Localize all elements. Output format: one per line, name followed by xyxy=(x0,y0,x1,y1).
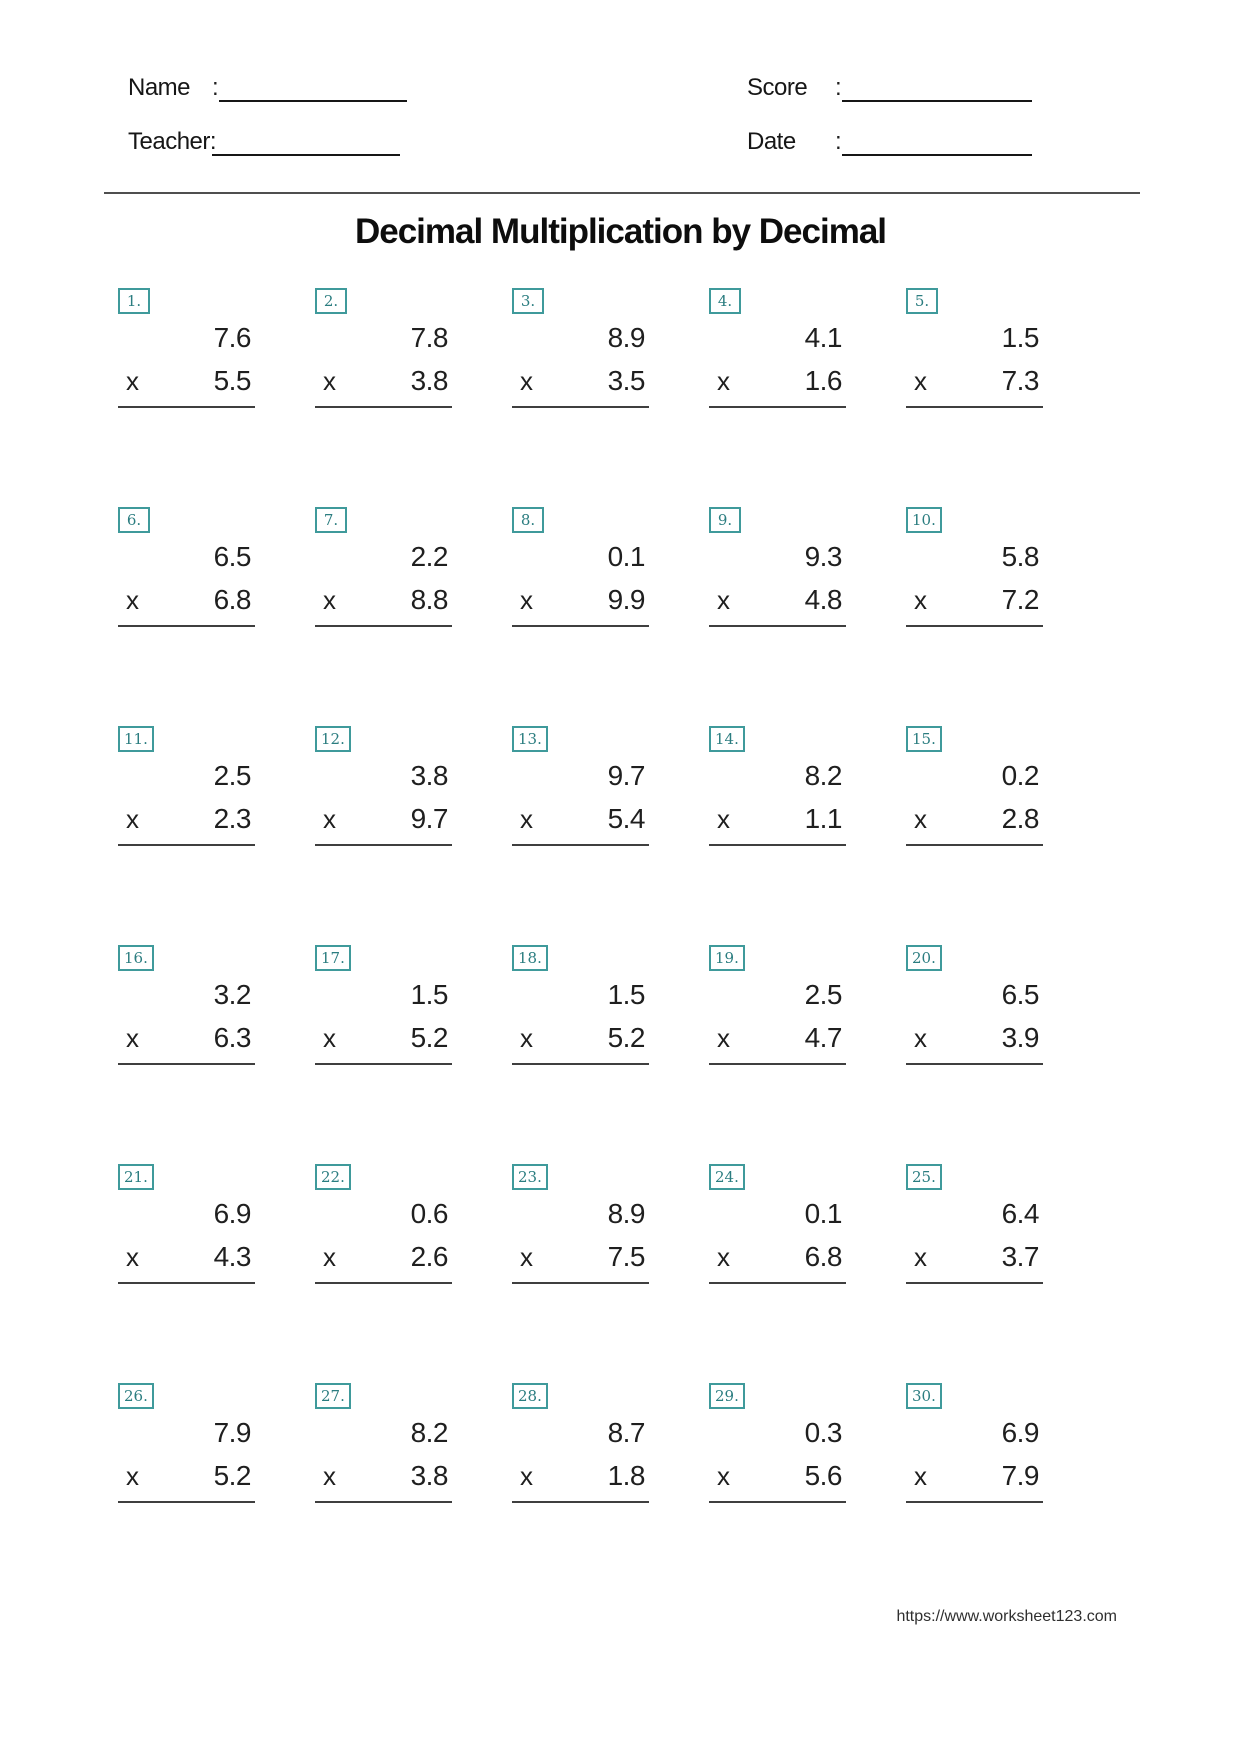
answer-line xyxy=(315,844,452,846)
header-divider xyxy=(104,192,1140,194)
problem-25 xyxy=(906,1164,1043,1290)
multiply-operator: x xyxy=(717,366,730,396)
problem-number-badge: 5. xyxy=(906,288,938,314)
problem-number-badge: 15. xyxy=(906,726,942,752)
problem-18 xyxy=(512,945,649,1071)
name-row xyxy=(128,72,407,102)
answer-line xyxy=(118,1282,255,1284)
answer-line xyxy=(315,625,452,627)
multiplier-value: 3.8 xyxy=(410,365,448,396)
multiplier-value: 3.8 xyxy=(410,1460,448,1491)
multiplier-value: 2.6 xyxy=(410,1241,448,1272)
answer-line xyxy=(512,1501,649,1503)
date-label: Date xyxy=(747,128,796,155)
problem-16 xyxy=(118,945,255,1071)
multiplier-value: 9.9 xyxy=(607,584,645,615)
multiplicand-value: 1.5 xyxy=(410,979,448,1010)
problem-6 xyxy=(118,507,255,633)
multiplicand-value: 8.2 xyxy=(410,1417,448,1448)
multiplier-value: 9.7 xyxy=(410,803,448,834)
problem-number-badge: 30. xyxy=(906,1383,942,1409)
multiply-operator: x xyxy=(323,1023,336,1053)
multiply-operator: x xyxy=(520,1242,533,1272)
teacher-row xyxy=(128,126,407,156)
multiply-operator: x xyxy=(914,366,927,396)
answer-line xyxy=(709,625,846,627)
multiplier-value: 2.3 xyxy=(213,803,251,834)
multiply-operator: x xyxy=(126,1242,139,1272)
answer-line xyxy=(709,844,846,846)
problem-number-badge: 7. xyxy=(315,507,347,533)
problem-number-badge: 24. xyxy=(709,1164,745,1190)
problem-7 xyxy=(315,507,452,633)
multiply-operator: x xyxy=(126,585,139,615)
problem-number-badge: 21. xyxy=(118,1164,154,1190)
teacher-label: Teacher: xyxy=(128,128,217,155)
date-blank-line xyxy=(842,128,1032,156)
problem-number-badge: 18. xyxy=(512,945,548,971)
multiplicand-value: 0.6 xyxy=(410,1198,448,1229)
problem-13 xyxy=(512,726,649,852)
answer-line xyxy=(315,1501,452,1503)
problem-20 xyxy=(906,945,1043,1071)
multiplier-value: 5.2 xyxy=(213,1460,251,1491)
answer-line xyxy=(118,1501,255,1503)
problem-12 xyxy=(315,726,452,852)
answer-line xyxy=(906,1501,1043,1503)
problem-27 xyxy=(315,1383,452,1509)
multiplier-value: 6.8 xyxy=(804,1241,842,1272)
multiplicand-value: 6.5 xyxy=(1001,979,1039,1010)
multiplicand-value: 3.8 xyxy=(410,760,448,791)
problem-23 xyxy=(512,1164,649,1290)
multiplicand-value: 7.8 xyxy=(410,322,448,353)
problem-number-badge: 27. xyxy=(315,1383,351,1409)
multiplier-value: 1.8 xyxy=(607,1460,645,1491)
multiply-operator: x xyxy=(717,1023,730,1053)
problem-5 xyxy=(906,288,1043,414)
answer-line xyxy=(512,844,649,846)
problem-26 xyxy=(118,1383,255,1509)
name-blank-line xyxy=(219,74,407,102)
problem-number-badge: 9. xyxy=(709,507,741,533)
problem-15 xyxy=(906,726,1043,852)
answer-line xyxy=(315,406,452,408)
answer-line xyxy=(906,1282,1043,1284)
multiplier-value: 3.9 xyxy=(1001,1022,1039,1053)
problem-24 xyxy=(709,1164,846,1290)
problem-number-badge: 16. xyxy=(118,945,154,971)
multiply-operator: x xyxy=(126,1461,139,1491)
answer-line xyxy=(906,406,1043,408)
multiply-operator: x xyxy=(126,366,139,396)
problem-number-badge: 20. xyxy=(906,945,942,971)
name-colon: : xyxy=(212,74,219,101)
problem-number-badge: 3. xyxy=(512,288,544,314)
multiplicand-value: 6.4 xyxy=(1001,1198,1039,1229)
problem-4 xyxy=(709,288,846,414)
multiply-operator: x xyxy=(126,804,139,834)
multiplicand-value: 6.9 xyxy=(213,1198,251,1229)
problem-9 xyxy=(709,507,846,633)
problem-number-badge: 26. xyxy=(118,1383,154,1409)
score-label: Score xyxy=(747,74,808,101)
multiply-operator: x xyxy=(717,1242,730,1272)
score-blank-line xyxy=(842,74,1032,102)
problem-number-badge: 10. xyxy=(906,507,942,533)
multiply-operator: x xyxy=(914,1023,927,1053)
multiplicand-value: 0.1 xyxy=(804,1198,842,1229)
multiplicand-value: 6.5 xyxy=(213,541,251,572)
multiplicand-value: 7.6 xyxy=(213,322,251,353)
multiplier-value: 4.7 xyxy=(804,1022,842,1053)
multiply-operator: x xyxy=(520,585,533,615)
multiplier-value: 1.1 xyxy=(804,803,842,834)
score-colon: : xyxy=(835,74,842,101)
multiplicand-value: 2.2 xyxy=(410,541,448,572)
score-row xyxy=(747,72,1032,102)
multiply-operator: x xyxy=(520,1023,533,1053)
answer-line xyxy=(709,406,846,408)
date-colon: : xyxy=(835,128,842,155)
multiplier-value: 3.5 xyxy=(607,365,645,396)
problem-10 xyxy=(906,507,1043,633)
problem-number-badge: 17. xyxy=(315,945,351,971)
multiplier-value: 7.5 xyxy=(607,1241,645,1272)
problem-number-badge: 22. xyxy=(315,1164,351,1190)
page-title: Decimal Multiplication by Decimal xyxy=(354,212,887,251)
problem-22 xyxy=(315,1164,452,1290)
multiplier-value: 5.5 xyxy=(213,365,251,396)
multiplicand-value: 1.5 xyxy=(1001,322,1039,353)
problem-number-badge: 12. xyxy=(315,726,351,752)
multiplier-value: 8.8 xyxy=(410,584,448,615)
multiply-operator: x xyxy=(914,1242,927,1272)
problem-8 xyxy=(512,507,649,633)
problem-number-badge: 1. xyxy=(118,288,150,314)
multiplier-value: 4.8 xyxy=(804,584,842,615)
multiplier-value: 1.6 xyxy=(804,365,842,396)
multiplier-value: 7.9 xyxy=(1001,1460,1039,1491)
answer-line xyxy=(315,1063,452,1065)
multiplicand-value: 6.9 xyxy=(1001,1417,1039,1448)
problem-number-badge: 11. xyxy=(118,726,154,752)
answer-line xyxy=(512,625,649,627)
problem-3 xyxy=(512,288,649,414)
multiplicand-value: 0.1 xyxy=(607,541,645,572)
problem-30 xyxy=(906,1383,1043,1509)
multiplier-value: 5.2 xyxy=(607,1022,645,1053)
problem-number-badge: 2. xyxy=(315,288,347,314)
answer-line xyxy=(118,844,255,846)
answer-line xyxy=(906,625,1043,627)
answer-line xyxy=(709,1063,846,1065)
multiply-operator: x xyxy=(914,585,927,615)
footer-url: https://www.worksheet123.com xyxy=(896,1608,1117,1625)
answer-line xyxy=(906,844,1043,846)
teacher-blank-line xyxy=(212,128,400,156)
multiplier-value: 2.8 xyxy=(1001,803,1039,834)
problem-11 xyxy=(118,726,255,852)
multiplier-value: 4.3 xyxy=(213,1241,251,1272)
problem-number-badge: 29. xyxy=(709,1383,745,1409)
problem-17 xyxy=(315,945,452,1071)
problem-29 xyxy=(709,1383,846,1509)
multiplicand-value: 9.7 xyxy=(607,760,645,791)
date-row xyxy=(747,126,1032,156)
multiplicand-value: 9.3 xyxy=(804,541,842,572)
problem-number-badge: 13. xyxy=(512,726,548,752)
multiply-operator: x xyxy=(717,585,730,615)
problem-14 xyxy=(709,726,846,852)
problem-28 xyxy=(512,1383,649,1509)
answer-line xyxy=(906,1063,1043,1065)
multiplier-value: 5.2 xyxy=(410,1022,448,1053)
answer-line xyxy=(512,1063,649,1065)
multiplicand-value: 8.9 xyxy=(607,1198,645,1229)
multiplicand-value: 3.2 xyxy=(213,979,251,1010)
multiplicand-value: 8.2 xyxy=(804,760,842,791)
header-right-block xyxy=(747,72,1032,180)
answer-line xyxy=(118,406,255,408)
multiply-operator: x xyxy=(323,1242,336,1272)
multiply-operator: x xyxy=(717,1461,730,1491)
multiplier-value: 5.4 xyxy=(607,803,645,834)
multiplier-value: 6.8 xyxy=(213,584,251,615)
problem-number-badge: 4. xyxy=(709,288,741,314)
answer-line xyxy=(315,1282,452,1284)
multiplier-value: 5.6 xyxy=(804,1460,842,1491)
multiplicand-value: 8.9 xyxy=(607,322,645,353)
problem-number-badge: 6. xyxy=(118,507,150,533)
multiplicand-value: 5.8 xyxy=(1001,541,1039,572)
problem-number-badge: 23. xyxy=(512,1164,548,1190)
problem-1 xyxy=(118,288,255,414)
problem-number-badge: 25. xyxy=(906,1164,942,1190)
multiply-operator: x xyxy=(323,585,336,615)
problem-number-badge: 8. xyxy=(512,507,544,533)
multiplier-value: 7.2 xyxy=(1001,584,1039,615)
problem-2 xyxy=(315,288,452,414)
answer-line xyxy=(709,1501,846,1503)
problem-number-badge: 28. xyxy=(512,1383,548,1409)
multiplicand-value: 0.3 xyxy=(804,1417,842,1448)
answer-line xyxy=(512,1282,649,1284)
problem-19 xyxy=(709,945,846,1071)
multiplicand-value: 2.5 xyxy=(804,979,842,1010)
answer-line xyxy=(118,625,255,627)
multiplicand-value: 4.1 xyxy=(804,322,842,353)
problem-number-badge: 14. xyxy=(709,726,745,752)
multiplicand-value: 7.9 xyxy=(213,1417,251,1448)
multiply-operator: x xyxy=(520,1461,533,1491)
multiply-operator: x xyxy=(914,804,927,834)
multiply-operator: x xyxy=(914,1461,927,1491)
multiply-operator: x xyxy=(520,366,533,396)
multiplicand-value: 8.7 xyxy=(607,1417,645,1448)
name-label: Name xyxy=(128,74,191,101)
multiplier-value: 7.3 xyxy=(1001,365,1039,396)
multiplier-value: 3.7 xyxy=(1001,1241,1039,1272)
multiply-operator: x xyxy=(323,804,336,834)
answer-line xyxy=(709,1282,846,1284)
multiplicand-value: 1.5 xyxy=(607,979,645,1010)
answer-line xyxy=(118,1063,255,1065)
multiply-operator: x xyxy=(520,804,533,834)
multiply-operator: x xyxy=(323,366,336,396)
problem-21 xyxy=(118,1164,255,1290)
problem-number-badge: 19. xyxy=(709,945,745,971)
multiplicand-value: 2.5 xyxy=(213,760,251,791)
multiply-operator: x xyxy=(323,1461,336,1491)
header-left-block xyxy=(128,72,407,180)
multiplicand-value: 0.2 xyxy=(1001,760,1039,791)
multiply-operator: x xyxy=(126,1023,139,1053)
multiplier-value: 6.3 xyxy=(213,1022,251,1053)
answer-line xyxy=(512,406,649,408)
multiply-operator: x xyxy=(717,804,730,834)
